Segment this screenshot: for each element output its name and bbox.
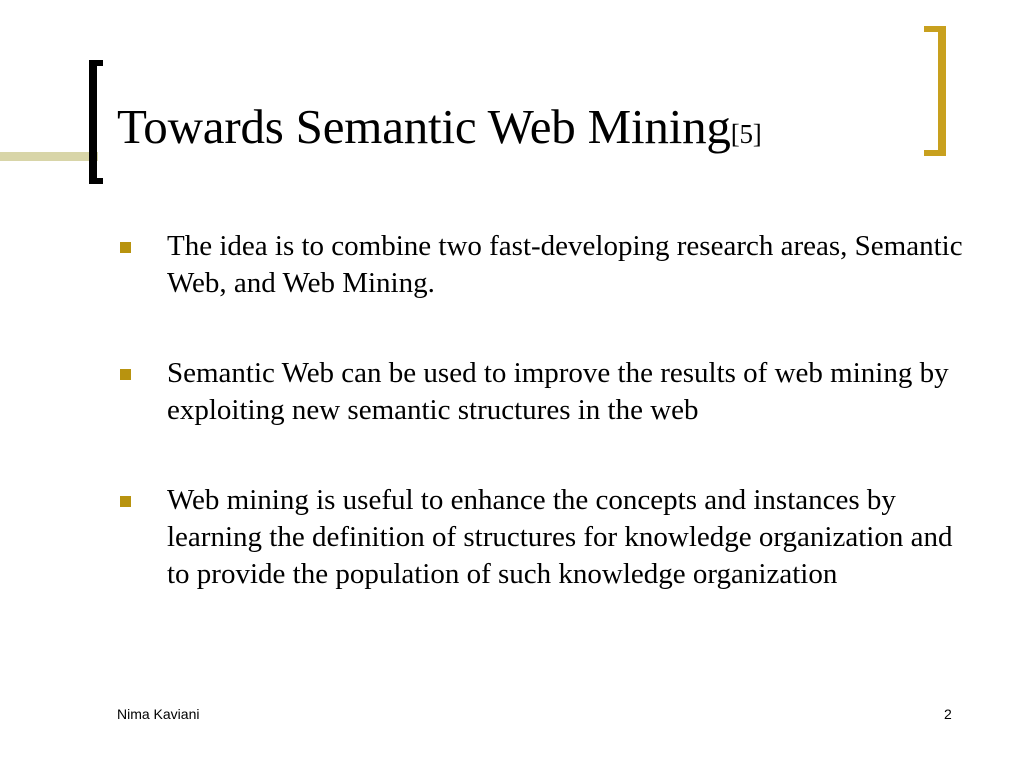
page-number: 2 — [944, 706, 952, 722]
square-bullet-icon — [120, 242, 131, 253]
bullet-list — [118, 228, 978, 646]
bullet-text: Web mining is useful to enhance the concepts and instances by learning the definition of structures for knowledge organization and to provide the population of such knowledge organization — [167, 484, 953, 590]
list-item — [118, 355, 978, 429]
bullet-text: The idea is to combine two fast-developing research areas, Semantic Web, and Web Mining. — [167, 230, 963, 299]
list-item — [118, 482, 978, 593]
square-bullet-icon — [120, 369, 131, 380]
left-bracket-decoration — [89, 60, 103, 184]
square-bullet-icon — [120, 496, 131, 507]
bullet-text: Semantic Web can be used to improve the results of web mining by exploiting new semantic structures in the web — [167, 357, 949, 426]
title-rule — [0, 152, 98, 161]
footer-author: Nima Kaviani — [117, 706, 200, 722]
slide-title — [117, 100, 762, 154]
slide-title-reference: [5] — [730, 119, 762, 149]
right-bracket-decoration — [924, 26, 946, 156]
list-item — [118, 228, 978, 302]
slide-title-text: Towards Semantic Web Mining — [117, 99, 731, 154]
